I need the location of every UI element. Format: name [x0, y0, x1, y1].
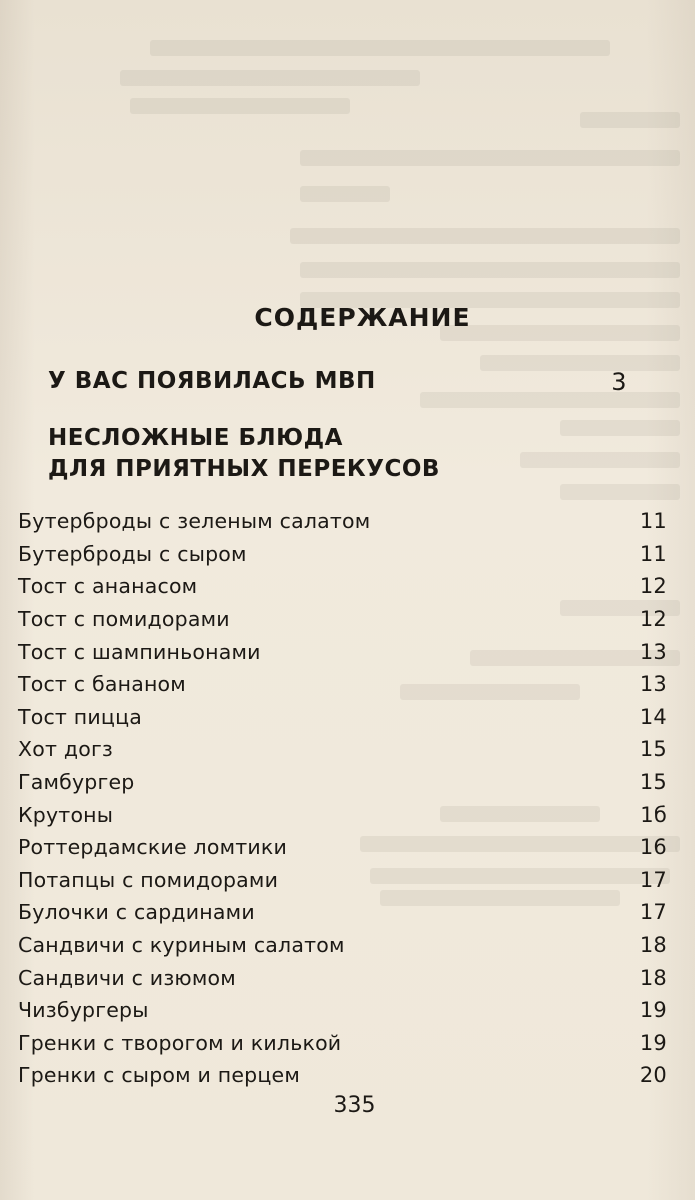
toc-entry-title: Гамбургер [18, 770, 135, 795]
toc-entry-page: 15 [639, 770, 667, 795]
section-snacks-line-1: НЕСЛОЖНЫЕ БЛЮДА [48, 425, 343, 451]
toc-entry-title: Тост пицца [18, 704, 142, 729]
toc-entry-page: 13 [639, 639, 667, 664]
toc-entry-page: 14 [639, 704, 667, 729]
toc-entry [18, 635, 669, 668]
section-intro-page: 3 [611, 368, 627, 396]
toc-entry-title: Бутерброды с зеленым салатом [18, 509, 371, 534]
toc-entry-page: 18 [639, 965, 667, 990]
toc-entry [18, 798, 669, 831]
toc-entry-title: Тост с ананасом [18, 574, 198, 599]
toc-entry [18, 701, 669, 734]
toc-entry-page: 15 [639, 737, 667, 762]
contents-heading: СОДЕРЖАНИЕ [254, 303, 471, 332]
toc-entry-page: 17 [639, 867, 667, 892]
toc-entry [18, 538, 669, 571]
toc-entry-page: 19 [639, 998, 667, 1023]
toc-entry-title: Бутерброды с сыром [18, 541, 247, 566]
toc-entry-page: 1б [640, 802, 667, 827]
toc-list [18, 505, 669, 1092]
toc-entry [18, 733, 669, 766]
page-number: 335 [333, 1093, 376, 1118]
toc-entry-page: 19 [639, 1030, 667, 1055]
toc-entry [18, 1027, 669, 1060]
toc-entry-title: Сандвичи с куриным салатом [18, 933, 345, 958]
toc-entry-title: Сандвичи с изюмом [18, 965, 236, 990]
toc-entry-title: Гренки с сыром и перцем [18, 1063, 301, 1088]
section-intro [48, 368, 661, 394]
toc-entry [18, 766, 669, 799]
toc-entry-title: Тост с шампиньонами [18, 639, 261, 664]
toc-entry [18, 603, 669, 636]
toc-entry-page: 17 [639, 900, 667, 925]
toc-entry [18, 896, 669, 929]
toc-entry-title: Чизбургеры [18, 998, 149, 1023]
toc-entry-page: 11 [639, 541, 667, 566]
toc-entry [18, 864, 669, 897]
toc-entry-title: Булочки с сардинами [18, 900, 255, 925]
toc-entry-title: Потапцы с помидорами [18, 867, 279, 892]
toc-entry-page: 18 [639, 933, 667, 958]
section-intro-title: У ВАС ПОЯВИЛАСЬ МВП [48, 368, 376, 394]
toc-entry-title: Роттердамские ломтики [18, 835, 287, 860]
toc-entry [18, 570, 669, 603]
toc-entry-page: 12 [639, 607, 667, 632]
toc-entry-title: Тост с помидорами [18, 607, 230, 632]
toc-entry-page: 11 [639, 509, 667, 534]
toc-entry [18, 505, 669, 538]
toc-entry [18, 961, 669, 994]
toc-entry-page: 13 [639, 672, 667, 697]
toc-entry [18, 668, 669, 701]
section-snacks-line-2: ДЛЯ ПРИЯТНЫХ ПЕРЕКУСОВ [48, 456, 440, 482]
toc-entry-title: Тост с бананом [18, 672, 186, 697]
toc-entry [18, 929, 669, 962]
toc-entry-page: 16 [639, 835, 667, 860]
toc-entry [18, 1059, 669, 1092]
toc-entry-page: 20 [639, 1063, 667, 1088]
toc-entry [18, 831, 669, 864]
toc-entry-title: Крутоны [18, 802, 114, 827]
toc-entry [18, 994, 669, 1027]
toc-entry-page: 12 [639, 574, 667, 599]
toc-entry-title: Гренки с творогом и килькой [18, 1030, 342, 1055]
toc-entry-title: Хот догз [18, 737, 114, 762]
